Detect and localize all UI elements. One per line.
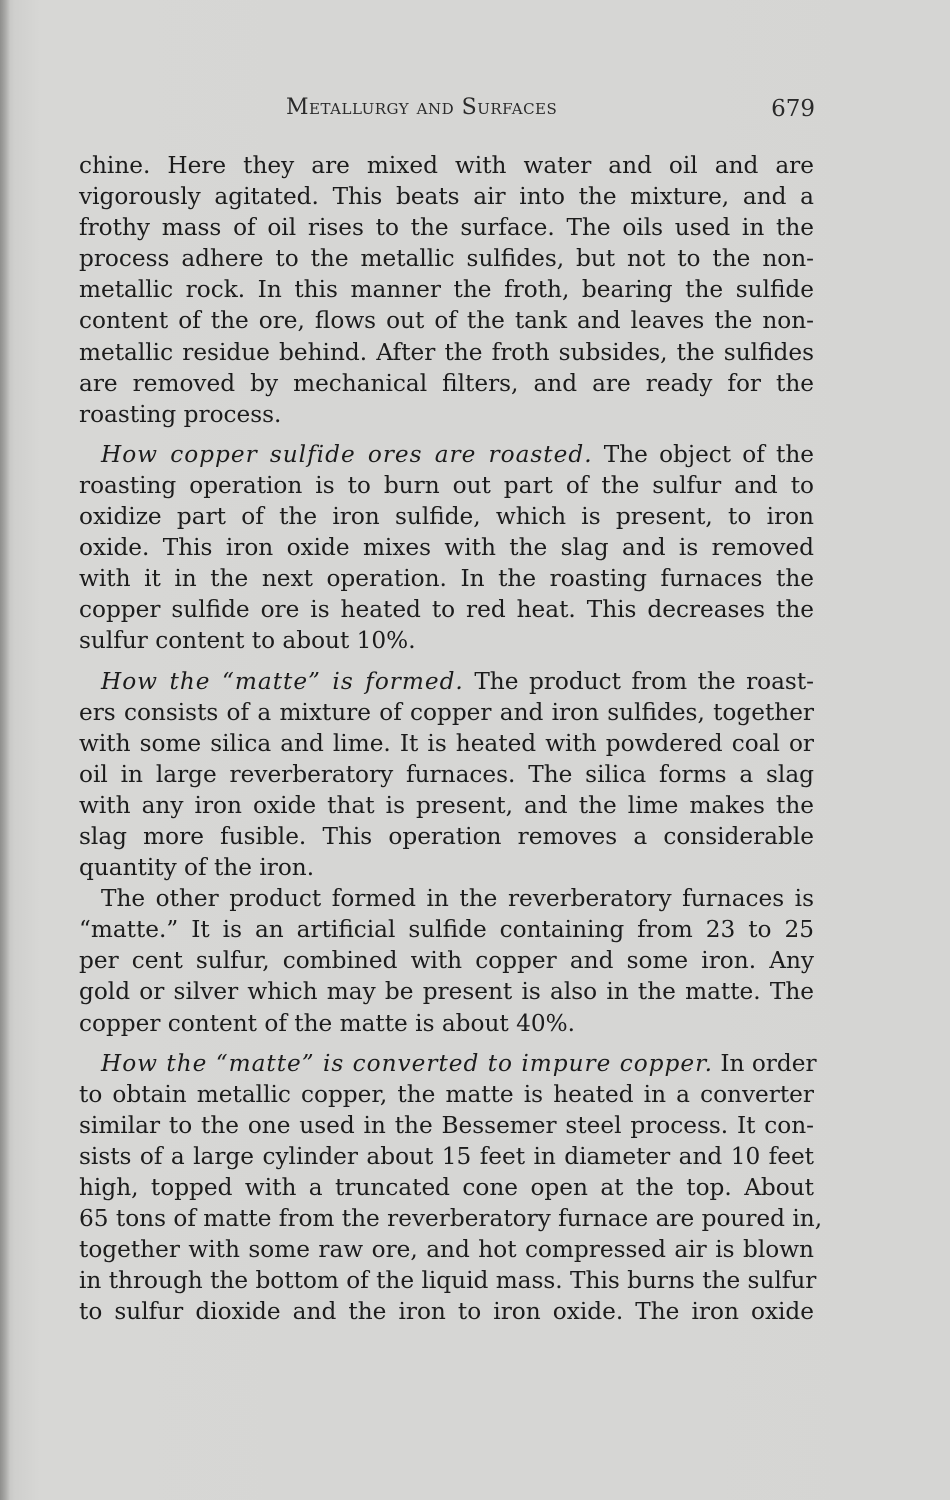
text-line: with any iron oxide that is present, and the lime makes the xyxy=(79,791,814,819)
text-line: oxidize part of the iron sulfide, which is present, to iron xyxy=(79,503,814,531)
section-heading-matte-formed: How the “matte” is formed. xyxy=(101,667,464,695)
text-line: chine. Here they are mixed with water and oil and are xyxy=(79,152,814,179)
text-line: together with some raw ore, and hot compressed air is blown xyxy=(79,1236,814,1264)
text-line: copper sulfide ore is heated to red heat. This decreases the xyxy=(79,596,814,624)
text-line: oil in large reverberatory furnaces. The silica forms a slag xyxy=(79,760,814,788)
text-line: similar to the one used in the Bessemer steel process. It con- xyxy=(79,1111,814,1139)
text-line: content of the ore, flows out of the tank and leaves the non- xyxy=(79,307,814,335)
text-line: 65 tons of matte from the reverberatory furnace are poured in, xyxy=(79,1205,823,1233)
text-line: slag more fusible. This operation removes a considerable xyxy=(79,822,814,850)
paragraph-3 xyxy=(79,666,814,884)
text-line: gold or silver which may be present is also in the matte. The xyxy=(79,978,814,1006)
paragraph-4 xyxy=(79,883,814,1038)
page-number: 679 xyxy=(771,96,815,122)
text-line: How the “matte” is converted to impure copper. In order xyxy=(101,1049,817,1077)
text-line: How the “matte” is formed. The product from the roast- xyxy=(101,667,814,695)
text-line: high, topped with a truncated cone open at the top. About xyxy=(79,1174,814,1201)
text-line: copper content of the matte is about 40%. xyxy=(79,1009,575,1037)
paragraph-5 xyxy=(79,1048,823,1328)
section-heading-matte-converted: How the “matte” is converted to impure copper. xyxy=(101,1049,713,1077)
text-line: sists of a large cylinder about 15 feet in diameter and 10 feet xyxy=(79,1142,814,1170)
text-line: are removed by mechanical filters, and are ready for the xyxy=(79,369,814,397)
text-line: roasting process. xyxy=(79,400,282,428)
text-line: oxide. This iron oxide mixes with the slag and is removed xyxy=(79,534,814,562)
paragraph-1 xyxy=(79,150,814,430)
text-line: per cent sulfur, combined with copper and some iron. Any xyxy=(79,947,814,975)
paragraph-2 xyxy=(79,439,814,657)
text-line: frothy mass of oil rises to the surface. The oils used in the xyxy=(79,214,814,242)
text-line: quantity of the iron. xyxy=(79,854,315,882)
text-line: vigorously agitated. This beats air into the mixture, and a xyxy=(79,183,814,211)
text-line: ers consists of a mixture of copper and iron sulfides, together xyxy=(79,698,814,726)
text-line: The other product formed in the reverberatory furnaces is xyxy=(101,885,814,913)
text-line: sulfur content to about 10%. xyxy=(79,627,416,655)
text-line: “matte.” It is an artificial sulfide containing from 23 to 25 xyxy=(79,916,814,944)
text-line: process adhere to the metallic sulfides, but not to the non- xyxy=(79,245,814,273)
text-line: metallic rock. In this manner the froth, bearing the sulfide xyxy=(79,276,814,304)
text-line: metallic residue behind. After the froth subsides, the sulfides xyxy=(79,338,814,366)
text-line: roasting operation is to burn out part of the sulfur and to xyxy=(79,471,814,499)
text-line: How copper sulfide ores are roasted. The object of the xyxy=(101,440,814,468)
running-head: Metallurgy and Surfaces xyxy=(286,95,558,120)
body-text xyxy=(79,150,823,1327)
text-line: in through the bottom of the liquid mass. This burns the sulfur xyxy=(79,1267,817,1295)
text-line: to obtain metallic copper, the matte is heated in a converter xyxy=(79,1080,814,1108)
text-line: with it in the next operation. In the roasting furnaces the xyxy=(79,565,814,593)
text-line: to sulfur dioxide and the iron to iron oxide. The iron oxide xyxy=(79,1298,814,1326)
gutter-shadow xyxy=(0,0,10,1500)
text-line: with some silica and lime. It is heated with powdered coal or xyxy=(79,729,814,757)
section-heading-roasting: How copper sulfide ores are roasted. xyxy=(101,440,593,468)
